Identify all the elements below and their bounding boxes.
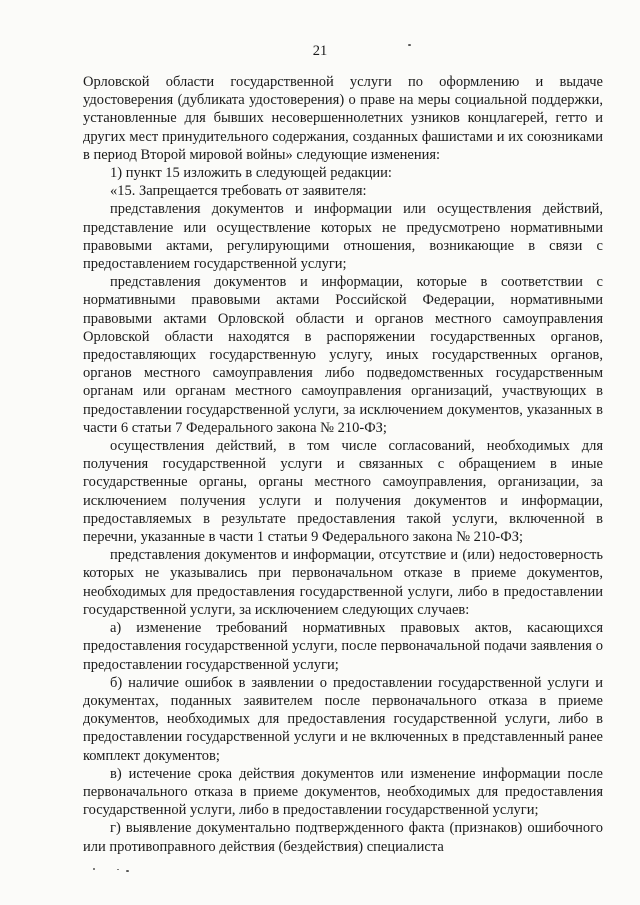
paragraph-clause-15: «15. Запрещается требовать от заявителя: [110,183,367,200]
paragraph-case-v: в) истечение срока действия документов или изменение информации после первоначального отказа в приеме документов, необходимых для предоставления государственной услуги, либо в предоставлении государственной услуги; [83,765,603,819]
paragraph-case-b: б) наличие ошибок в заявлении о предоставлении государственной услуги и документах, поданных заявителем после первоначального отказа в приеме документов, необходимых для предоставления государственной услуги, либо в предоставлении государственной услуги и не включенных в представленный ранее комплект документов; [83,674,603,764]
scan-speck [408,44,411,46]
paragraph-prohibition-3: осуществления действий, в том числе согласований, необходимых для получения государственной услуги и связанных с обращением в иные государственные органы, органы местного самоуправления, организации, за исключением получения услуги и получения документов и информации, предоставляемых в результате предоставления такой услуги, включенной в перечни, указанные в части 1 статьи 9 Федерального закона № 210-ФЗ; [83,438,603,546]
scan-speck [126,870,129,872]
paragraph-prohibition-2: представления документов и информации, которые в соответствии с нормативными правовыми актами Российской Федерации, нормативными правовыми актами Орловской области и органов местного самоуправления Орловской области находятся в распоряжении государственных органов, предоставляющих государственную услугу, иных государственных органов, органов местного самоуправления либо подведомственных государственным органам или органам местного самоуправления организаций, участвующих в предоставлении государственной услуги, за исключением документов, указанных в части 6 статьи 7 Федерального закона № 210-ФЗ; [83,274,603,436]
scan-speck [93,868,95,870]
scan-speck [117,869,119,870]
paragraph-prohibition-4: представления документов и информации, отсутствие и (или) недостоверность которых не указывались при первоначальном отказе в приеме документов, необходимых для предоставления государственной услуги, либо в предоставлении государственной услуги, за исключением следующих случаев: [83,547,603,618]
document-body [83,73,603,856]
page-number: 21 [312,43,328,59]
paragraph-item-1: 1) пункт 15 изложить в следующей редакции: [110,165,392,182]
paragraph-prohibition-1: представления документов и информации или осуществления действий, представление или осуществление которых не предусмотрено нормативными правовыми актами, регулирующими отношения, возникающие в связи с предоставлением государственной услуги; [83,201,603,273]
paragraph-case-g: г) выявление документально подтвержденного факта (признаков) ошибочного или противоправного действия (бездействия) специалиста [83,820,603,855]
paragraph-case-a: а) изменение требований нормативных правовых актов, касающихся предоставления государственной услуги, после первоначальной подачи заявления о предоставлении государственной услуги; [83,620,603,673]
paragraph-intro: Орловской области государственной услуги по оформлению и выдаче удостоверения (дубликата удостоверения) о праве на меры социальной поддержки, установленные для бывших несовершеннолетних узников концлагерей, гетто и других мест принудительного содержания, созданных фашистами и их союзниками в период Второй мировой войны» следующие изменения: [83,74,603,163]
